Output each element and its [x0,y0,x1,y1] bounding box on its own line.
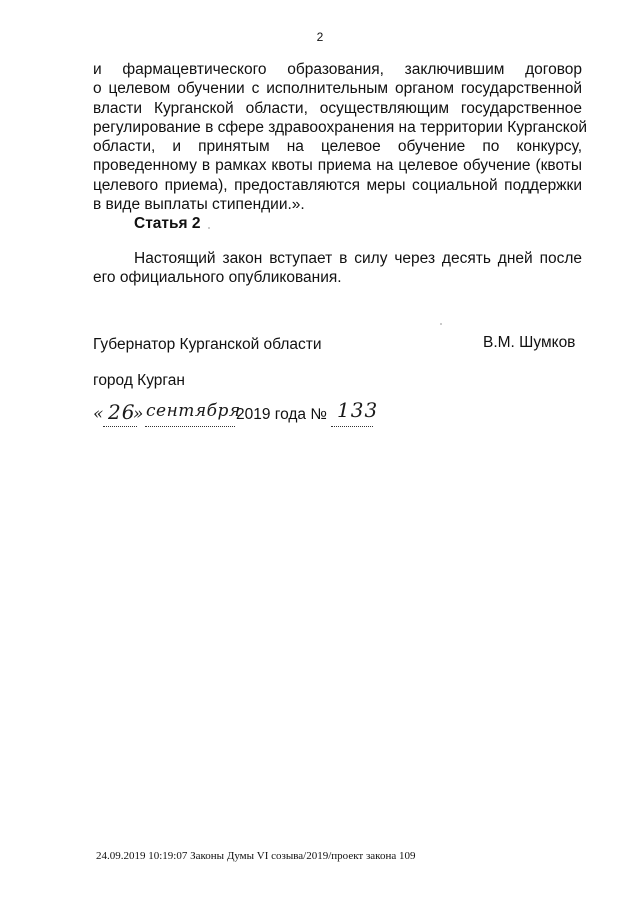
paragraph-article-2 [93,249,582,288]
page-number: 2 [316,30,324,44]
day-underline [103,426,137,427]
text-line: о целевом обучении с исполнительным органом государственной [93,80,582,98]
article-heading: Статья 2 [134,215,201,232]
date-line [93,400,393,430]
text-line: регулирование в сфере здравоохранения на территории Курганской [93,118,587,136]
city-line: город Курган [93,372,185,389]
scan-speck [440,323,442,325]
year-and-number-label: 2019 года № [236,406,327,423]
handwritten-law-number: 133 [337,398,379,422]
open-quote: « [93,404,104,424]
handwritten-month: сентября [146,401,241,421]
text-line: власти Курганской области, осуществляющим государственное [93,99,582,117]
close-quote: » [133,404,144,424]
text-line: проведенному в рамках квоты приема на целевое обучение (квоты [93,157,582,175]
number-underline [331,426,373,427]
month-underline [145,426,235,427]
text-line: и фармацевтического образования, заключившим договор [93,61,582,78]
text-line: целевого приема), предоставляются меры социальной поддержки [93,176,582,194]
footer-metadata: 24.09.2019 10:19:07 Законы Думы VI созыва/2019/проект закона 109 [96,850,416,862]
text-line: области, и принятым на целевое обучение по конкурсу, [93,138,582,156]
text-line: в виде выплаты стипендии.». [93,196,305,214]
handwritten-day: 26 [108,400,136,424]
scan-speck [208,227,210,229]
signatory-name: В.М. Шумков [483,334,576,351]
signatory-title: Губернатор Курганской области [93,336,322,353]
text-line: его официального опубликования. [93,269,342,287]
text-line: Настоящий закон вступает в силу через десять дней после [134,250,582,267]
paragraph-continuation [93,60,587,214]
